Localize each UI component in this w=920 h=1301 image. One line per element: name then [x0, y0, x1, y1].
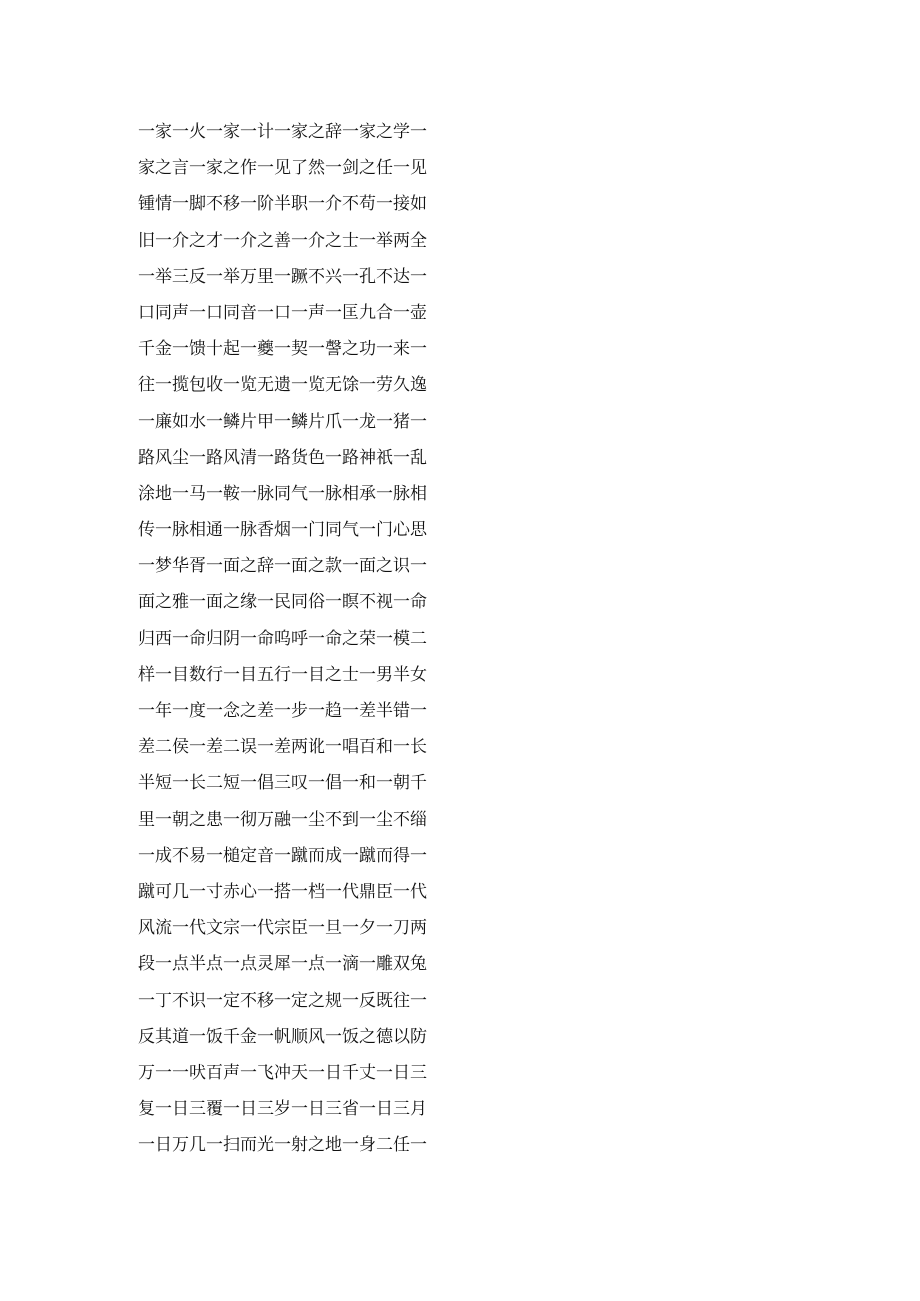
text-line: 归西一命归阴一命呜呼一命之荣一模二: [138, 628, 427, 649]
text-line: 千金一馈十起一夔一契一謦之功一来一: [138, 339, 427, 360]
text-line: 差二侯一差二误一差两讹一唱百和一长: [138, 737, 427, 758]
text-line: 面之雅一面之缘一民同俗一瞑不视一命: [138, 592, 427, 613]
text-line: 反其道一饭千金一帆顺风一饭之德以防: [138, 1026, 427, 1047]
idiom-text-block: [138, 114, 438, 1163]
text-line: 半短一长二短一倡三叹一倡一和一朝千: [138, 773, 427, 794]
text-line: 路风尘一路风清一路货色一路神祇一乱: [138, 447, 427, 468]
text-line: 一日万几一扫而光一射之地一身二任一: [138, 1135, 427, 1156]
text-line: 一举三反一举万里一蹶不兴一孔不达一: [138, 266, 427, 287]
text-line: 万一一吠百声一飞冲天一日千丈一日三: [138, 1062, 427, 1083]
text-line: 锺情一脚不移一阶半职一介不苟一接如: [138, 194, 427, 215]
text-line: 里一朝之患一彻万融一尘不到一尘不缁: [138, 809, 427, 830]
text-line: 涂地一马一鞍一脉同气一脉相承一脉相: [138, 483, 427, 504]
text-line: 一梦华胥一面之辞一面之款一面之识一: [138, 556, 427, 577]
text-line: 一丁不识一定不移一定之规一反既往一: [138, 990, 427, 1011]
text-line: 样一目数行一目五行一目之士一男半女: [138, 664, 427, 685]
text-line: 蹴可几一寸赤心一搭一档一代鼎臣一代: [138, 881, 427, 902]
text-line: 口同声一口同音一口一声一匡九合一壶: [138, 302, 427, 323]
text-line: 复一日三覆一日三岁一日三省一日三月: [138, 1099, 427, 1120]
text-line: 家之言一家之作一见了然一剑之任一见: [138, 158, 427, 179]
text-line: 往一揽包收一览无遗一览无馀一劳久逸: [138, 375, 427, 396]
text-line: 一家一火一家一计一家之辞一家之学一: [138, 122, 427, 142]
text-line: 一年一度一念之差一步一趋一差半错一: [138, 701, 427, 721]
text-line: 旧一介之才一介之善一介之士一举两全: [138, 230, 427, 251]
text-line: 一成不易一槌定音一蹴而成一蹴而得一: [138, 845, 427, 866]
text-line: 段一点半点一点灵犀一点一滴一雕双兔: [138, 954, 427, 975]
text-line: 风流一代文宗一代宗臣一旦一夕一刀两: [138, 918, 427, 939]
text-line: 传一脉相通一脉香烟一门同气一门心思: [138, 520, 427, 541]
text-line: 一廉如水一鳞片甲一鳞片爪一龙一猪一: [138, 411, 427, 432]
